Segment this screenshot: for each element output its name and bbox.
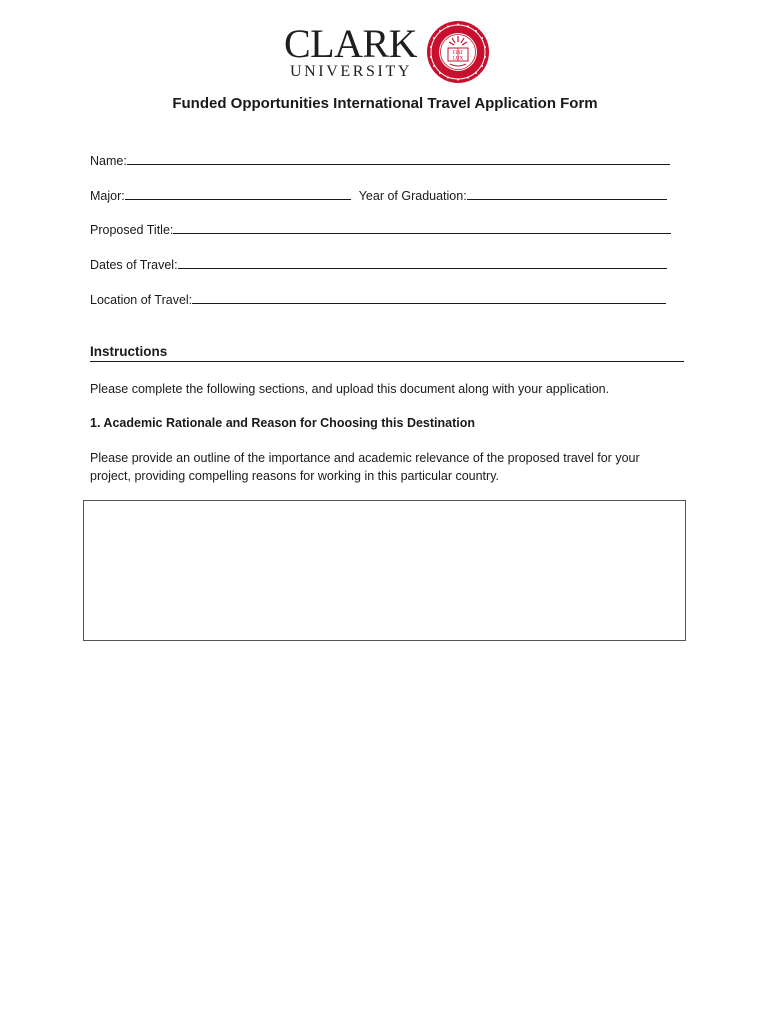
logo-wordmark xyxy=(284,20,428,84)
svg-text:FIAT: FIAT xyxy=(452,51,464,56)
university-seal-icon xyxy=(426,20,490,84)
proposed-title-label: Proposed Title: xyxy=(90,223,174,237)
instructions-heading: Instructions xyxy=(90,344,684,362)
graduation-blank[interactable] xyxy=(467,187,667,200)
name-blank[interactable] xyxy=(127,152,670,165)
proposed-title-blank[interactable] xyxy=(173,221,671,234)
major-blank[interactable] xyxy=(125,187,351,200)
graduation-label: Year of Graduation: xyxy=(358,189,467,203)
name-label: Name: xyxy=(90,154,127,168)
dates-of-travel-label: Dates of Travel: xyxy=(90,258,178,272)
section-1-heading: 1. Academic Rationale and Reason for Choosing this Destination xyxy=(90,416,476,430)
proposed-title-field[interactable] xyxy=(90,221,671,238)
section-1-description: Please provide an outline of the importance and academic relevance of the proposed travel for your project, providing compelling reasons for working in this particular country. xyxy=(90,451,640,483)
location-of-travel-label: Location of Travel: xyxy=(90,293,193,307)
logo-name: CLARK xyxy=(284,21,418,66)
logo-subtitle: UNIVERSITY xyxy=(290,63,412,80)
form-title: Funded Opportunities International Travel Application Form xyxy=(172,95,598,112)
major-field[interactable] xyxy=(90,187,667,204)
instructions-intro: Please complete the following sections, and upload this document along with your application. xyxy=(90,382,610,396)
dates-of-travel-blank[interactable] xyxy=(178,256,667,269)
major-label: Major: xyxy=(90,189,125,203)
academic-rationale-answer-box[interactable] xyxy=(83,500,686,641)
clark-university-logo xyxy=(284,20,490,84)
location-of-travel-field[interactable] xyxy=(90,291,666,308)
name-field[interactable] xyxy=(90,152,670,169)
location-of-travel-blank[interactable] xyxy=(192,291,666,304)
dates-of-travel-field[interactable] xyxy=(90,256,667,273)
svg-text:LUX: LUX xyxy=(452,56,464,62)
